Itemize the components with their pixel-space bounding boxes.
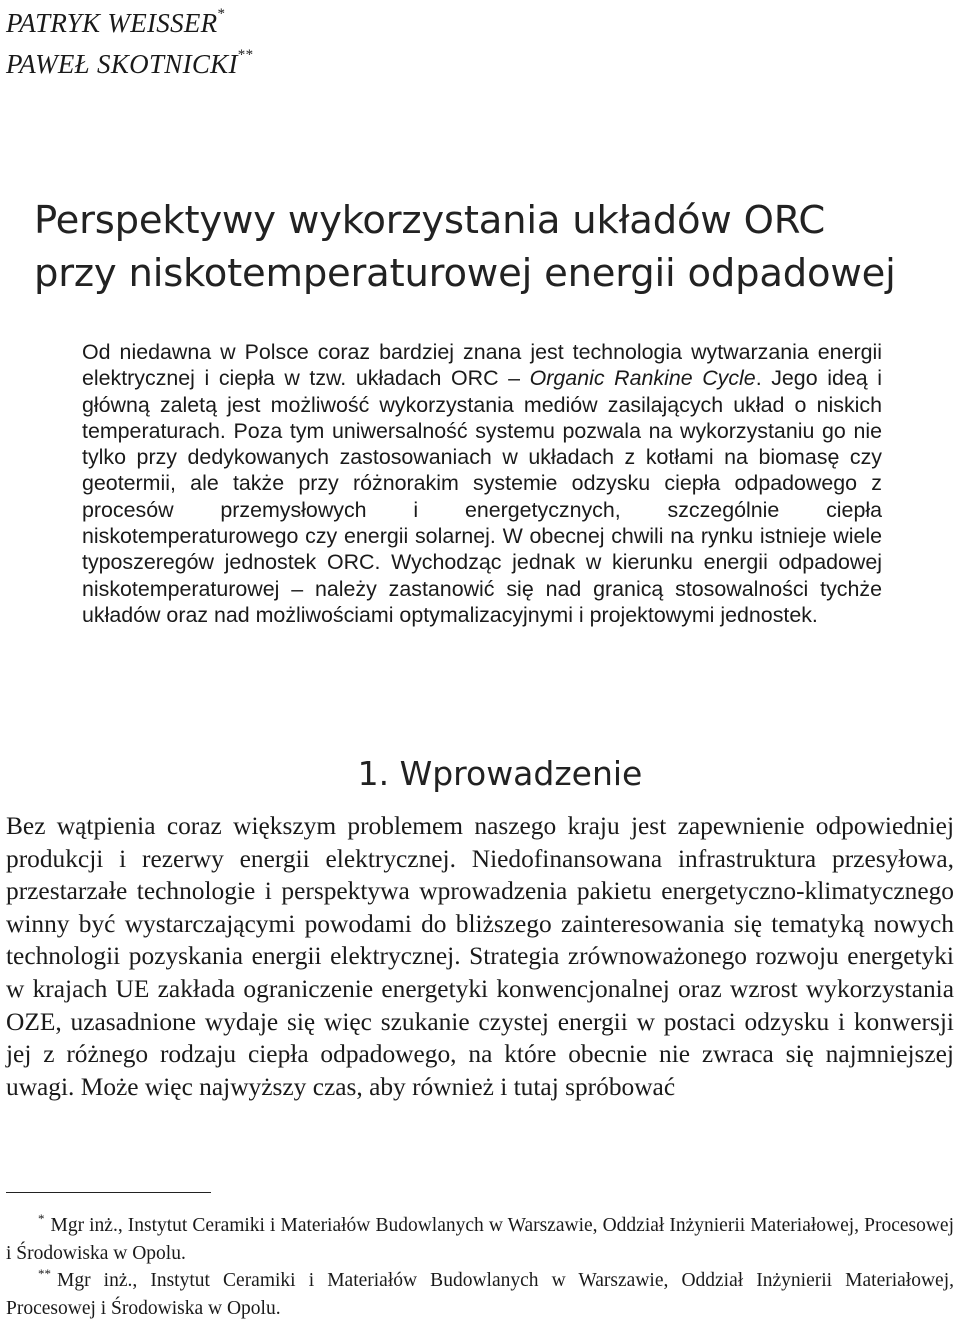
footnote-2 [6,1267,954,1322]
footnote-text: Mgr inż., Instytut Ceramiki i Materiałów Budowlanych w Warszawie, Oddział Inżynierii Materiałowej, Procesowej i Środowiska w Opolu. [6,1270,954,1319]
paper-title [34,194,896,300]
title-line-1: Perspektywy wykorzystania układów ORC [34,198,826,243]
author-2 [6,41,253,82]
footnote-1 [6,1212,954,1267]
footnote-divider [6,1192,211,1193]
footnote-text: Mgr inż., Instytut Ceramiki i Materiałów Budowlanych w Warszawie, Oddział Inżynierii Materiałowej, Procesowej i Środowiska w Opolu. [6,1215,954,1264]
abstract-italic-term: Organic Rankine Cycle [529,366,756,391]
footnotes [6,1212,954,1322]
author-list [6,0,253,82]
abstract-text-start: Od niedawna w Polsce coraz bardziej znana jest technologia wytwarzania energii elektrycznej i ciepła w tzw. układach ORC – [82,340,882,391]
author-footnote-mark: * [217,6,226,22]
author-1 [6,0,253,41]
title-line-2: przy niskotemperaturowej energii odpadowej [34,251,896,296]
abstract [82,339,882,628]
author-footnote-mark: ** [237,47,254,63]
author-name: PATRYK WEISSER [6,8,218,38]
author-name: PAWEŁ SKOTNICKI [6,49,238,79]
section-body-text: Bez wątpienia coraz większym problemem naszego kraju jest zapewnienie odpowiedniej produkcji i rezerwy energii elektrycznej. Niedofinansowana infrastruktura przesyłowa, przestarzałe technologie i perspektywa wprowadzenia pakietu energetyczno-klimatycznego winny być wystarczającymi powodami do bliższego zainteresowania się tematyką nowych technologii pozyskania energii elektrycznej. Strategia zrównoważonego rozwoju energetyki w krajach UE zakłada ograniczenie energetyki konwencjonalnej oraz wzrost wykorzystania OZE, uzasadnione wydaje się więc szukanie czystej energii w postaci odzysku i konwersji jej z różnego rodzaju ciepła odpadowego, na które obecnie nie zwraca się najmniejszej uwagi. Może więc najwyższy czas, aby również i tutaj spróbować [6,812,954,1101]
footnote-mark: * [38,1211,45,1226]
footnote-mark: ** [38,1266,51,1281]
abstract-text-rest: . Jego ideą i główną zaletą jest możliwość wykorzystania mediów zasilających układ o niskich temperaturach. Poza tym uniwersalność systemu pozwala na wykorzystaniu go nie tylko przy dedykowanych zastosowaniach w układach z kotłami na biomasę czy geotermii, ale także przy różnorakim systemie odzysku ciepła odpadowego z procesów przemysłowych i energetycznych, szczególnie ciepła niskotemperaturowego czy energii solarnej. W obecnej chwili na rynku istnieje wiele typoszeregów jednostek ORC. Wychodząc jednak w kierunku energii odpadowej niskotemperaturowej – należy zastanowić się nad granicą stosowalności tychże układów oraz nad możliwościami optymalizacyjnymi i projektowymi jednostek. [82,366,882,627]
section-heading: 1. Wprowadzenie [357,754,643,793]
